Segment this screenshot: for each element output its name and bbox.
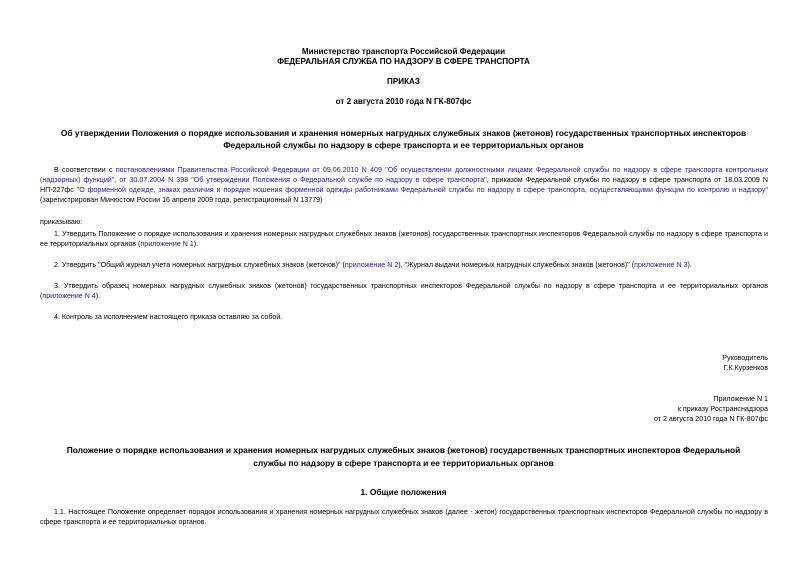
signature-name: Г.К.Курзенков xyxy=(723,364,768,372)
order-title-line2: Федеральной службы по надзору в сфере транспорта и ее территориальных органов xyxy=(223,140,584,150)
item-2-end: ). xyxy=(687,261,692,269)
regulation-title-line1: Положение о порядке использования и хранения номерных нагрудных служебных знаков (жетонов) государственных транспортных инспекторов Федеральной xyxy=(66,445,741,455)
item-3-end: ). xyxy=(95,292,101,300)
order-item-2 xyxy=(40,260,768,270)
ministry-name: Министерство транспорта Российской Федерации xyxy=(301,47,506,56)
item-2-text-b: ), "Журнал выдачи номерных нагрудных служебных знаков (жетонов)" ( xyxy=(398,261,635,269)
appendix-3-link[interactable]: приложение N 3 xyxy=(634,261,688,269)
doc-type: ПРИКАЗ xyxy=(387,77,420,86)
uniform-order-link[interactable]: "О форменной одежде, знаках различия и порядке ношения форменной одежды работниками Федеральной службы по надзору в сфере транспорта, осуществляющими функции по контролю и надзору" xyxy=(76,186,768,194)
clause-1-1: 1.1. Настоящее Положение определяет порядок использования и хранения номерных нагрудных служебных знаков (далее - жетон) государственных транспортных инспекторов Федеральной службы по надзору в сфере транспорта и ее территориальных органов. xyxy=(40,508,768,526)
item-1-text: 1. Утвердить Положение о порядке использования и хранения номерных нагрудных служебных знаков (жетонов) государственных транспортных инспекторов Федеральной службы по надзору в сфере транспорта и ее территориальных органов ( xyxy=(40,230,768,248)
appendix-1-link[interactable]: приложение N 1 xyxy=(140,240,194,248)
government-decrees-link[interactable]: постановлениями Правительства Российской Федерации от 09.06.2010 N 409 "Об осуществлении должностными лицами Федеральной службы по надзору в сфере транспорта контрольных (надзорных) функций", от 30.07.2004 N 398 "Об утверждении Положения о Федеральной службе по надзору в сфере транспорта" xyxy=(40,166,768,184)
appendix-2-link[interactable]: приложение N 2 xyxy=(344,261,399,269)
order-word: приказываю: xyxy=(40,218,83,226)
service-name: ФЕДЕРАЛЬНАЯ СЛУЖБА ПО НАДЗОРУ В СФЕРЕ ТРАНСПОРТА xyxy=(277,57,530,66)
appendix-order-date: от 2 августа 2010 года N ГК-807фс xyxy=(653,415,768,423)
regulation-title-line2: службы по надзору в сфере транспорта и ее территориальных органов xyxy=(253,458,554,468)
order-item-1 xyxy=(40,229,768,249)
order-item-4: 4. Контроль за исполнением настоящего приказа оставляю за собой. xyxy=(54,313,283,321)
order-title-line1: Об утверждении Положения о порядке использования и хранения номерных нагрудных служебных знаков (жетонов) государственных транспортных инспекторов xyxy=(60,128,747,138)
appendix-label: Приложение N 1 xyxy=(713,395,768,403)
doc-date: от 2 августа 2010 года N ГК-807фс xyxy=(335,97,472,106)
section-heading: 1. Общие положения xyxy=(360,487,447,497)
appendix-order-ref: к приказу Ространснадзора xyxy=(677,405,768,413)
preamble-text-2: , приказом Федеральной службы по надзору в сфере транспорта от 18.03.2009 N НП-227фс xyxy=(40,176,768,194)
item-2-text-a: 2. Утвердить "Общий журнал учета номерных нагрудных служебных знаков (жетонов)" ( xyxy=(54,261,345,269)
order-item-3 xyxy=(40,281,768,301)
preamble-text-1: В соответствии с xyxy=(54,166,116,174)
item-3-text: 3. Утвердить образец номерных нагрудных служебных знаков (жетонов) государственных транспортных инспекторов Федеральной службы по надзору в сфере транспорта и ее территориальных органов ( xyxy=(40,282,768,300)
item-1-end: ). xyxy=(193,240,199,248)
preamble-text-3: (зарегистрирован Минюстом России 16 апреля 2009 года, регистрационный N 13779) xyxy=(40,196,323,204)
signature-role: Руководитель xyxy=(722,354,768,362)
appendix-4-link[interactable]: приложение N 4 xyxy=(42,292,96,300)
preamble xyxy=(40,165,768,205)
